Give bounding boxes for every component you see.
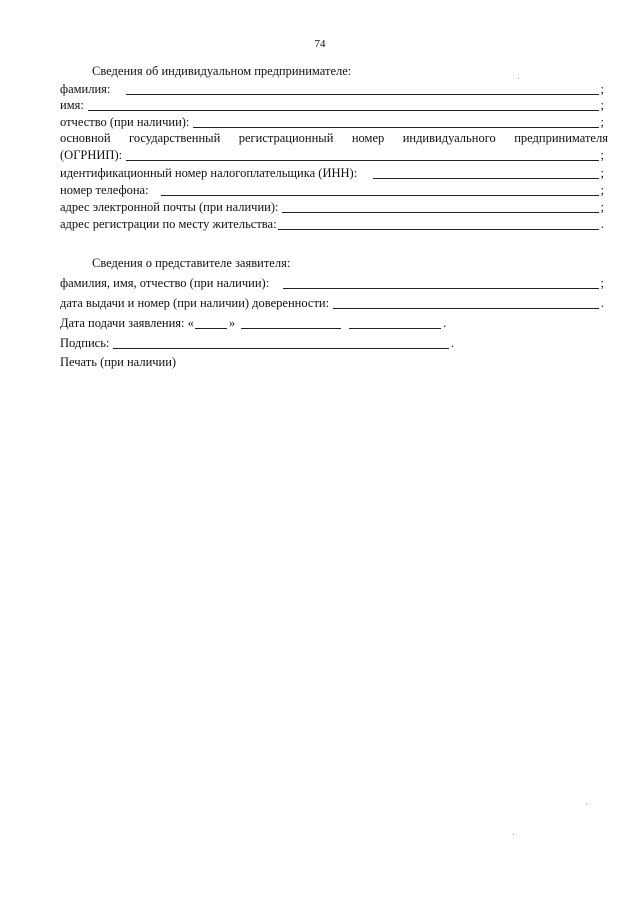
date-month-field[interactable] xyxy=(241,317,341,329)
ogrnip-word: основной xyxy=(60,131,111,145)
address-label: адрес регистрации по месту жительства: xyxy=(60,217,277,231)
name-row xyxy=(60,98,604,113)
email-row xyxy=(60,200,604,215)
ogrnip-label: (ОГРНИП): xyxy=(60,148,123,162)
semicolon: ; xyxy=(600,115,604,129)
signature-row xyxy=(60,336,454,351)
semicolon: ; xyxy=(600,148,604,162)
rep-fio-row xyxy=(60,276,604,291)
period: . xyxy=(443,316,447,330)
signature-label: Подпись: xyxy=(60,336,110,350)
ogrnip-field[interactable] xyxy=(126,149,598,161)
surname-row xyxy=(60,82,604,97)
phone-label: номер телефона: xyxy=(60,183,149,197)
date-day-field[interactable] xyxy=(195,317,227,329)
poa-label: дата выдачи и номер (при наличии) доверенности: xyxy=(60,296,330,310)
name-label: имя: xyxy=(60,98,84,112)
scan-speck xyxy=(518,78,519,79)
ogrnip-word: номер xyxy=(351,131,385,145)
semicolon: ; xyxy=(600,82,604,96)
ogrnip-word: регистрационный xyxy=(238,131,334,145)
representative-heading: Сведения о представителе заявителя: xyxy=(92,256,291,270)
ogrnip-row xyxy=(60,148,604,163)
inn-row xyxy=(60,166,604,181)
ogrnip-word: индивидуального xyxy=(402,131,496,145)
ogrnip-caption xyxy=(60,131,608,146)
email-label: адрес электронной почты (при наличии): xyxy=(60,200,279,214)
ogrnip-word: государственный xyxy=(129,131,221,145)
semicolon: ; xyxy=(600,276,604,290)
date-year-field[interactable] xyxy=(349,317,441,329)
semicolon: ; xyxy=(600,98,604,112)
scan-speck xyxy=(586,804,587,805)
period: . xyxy=(600,296,604,310)
surname-label: фамилия: xyxy=(60,82,111,96)
poa-row xyxy=(60,296,604,311)
period: . xyxy=(600,217,604,231)
rep-fio-label: фамилия, имя, отчество (при наличии): xyxy=(60,276,270,290)
inn-field[interactable] xyxy=(373,167,598,179)
surname-field[interactable] xyxy=(126,83,598,95)
stamp-label: Печать (при наличии) xyxy=(60,355,177,369)
semicolon: ; xyxy=(600,200,604,214)
email-field[interactable] xyxy=(282,201,598,213)
signature-field[interactable] xyxy=(113,337,448,349)
address-field[interactable] xyxy=(278,218,599,230)
rep-fio-field[interactable] xyxy=(283,277,598,289)
address-row xyxy=(60,217,604,232)
phone-row xyxy=(60,183,604,198)
period: . xyxy=(450,336,454,350)
patronymic-row xyxy=(60,115,604,130)
date-row xyxy=(60,316,460,331)
patronymic-label: отчество (при наличии): xyxy=(60,115,190,129)
inn-label: идентификационный номер налогоплательщика (ИНН): xyxy=(60,166,358,180)
page-number: 74 xyxy=(314,38,326,50)
date-label: Дата подачи заявления: « xyxy=(60,316,194,330)
name-field[interactable] xyxy=(88,99,599,111)
patronymic-field[interactable] xyxy=(193,116,598,128)
semicolon: ; xyxy=(600,183,604,197)
ogrnip-word: предпринимателя xyxy=(514,131,608,145)
semicolon: ; xyxy=(600,166,604,180)
entrepreneur-heading: Сведения об индивидуальном предпринимателе: xyxy=(92,64,352,78)
date-quote-close: » xyxy=(228,316,236,330)
scan-speck xyxy=(513,834,514,835)
phone-field[interactable] xyxy=(161,184,599,196)
poa-field[interactable] xyxy=(333,297,599,309)
